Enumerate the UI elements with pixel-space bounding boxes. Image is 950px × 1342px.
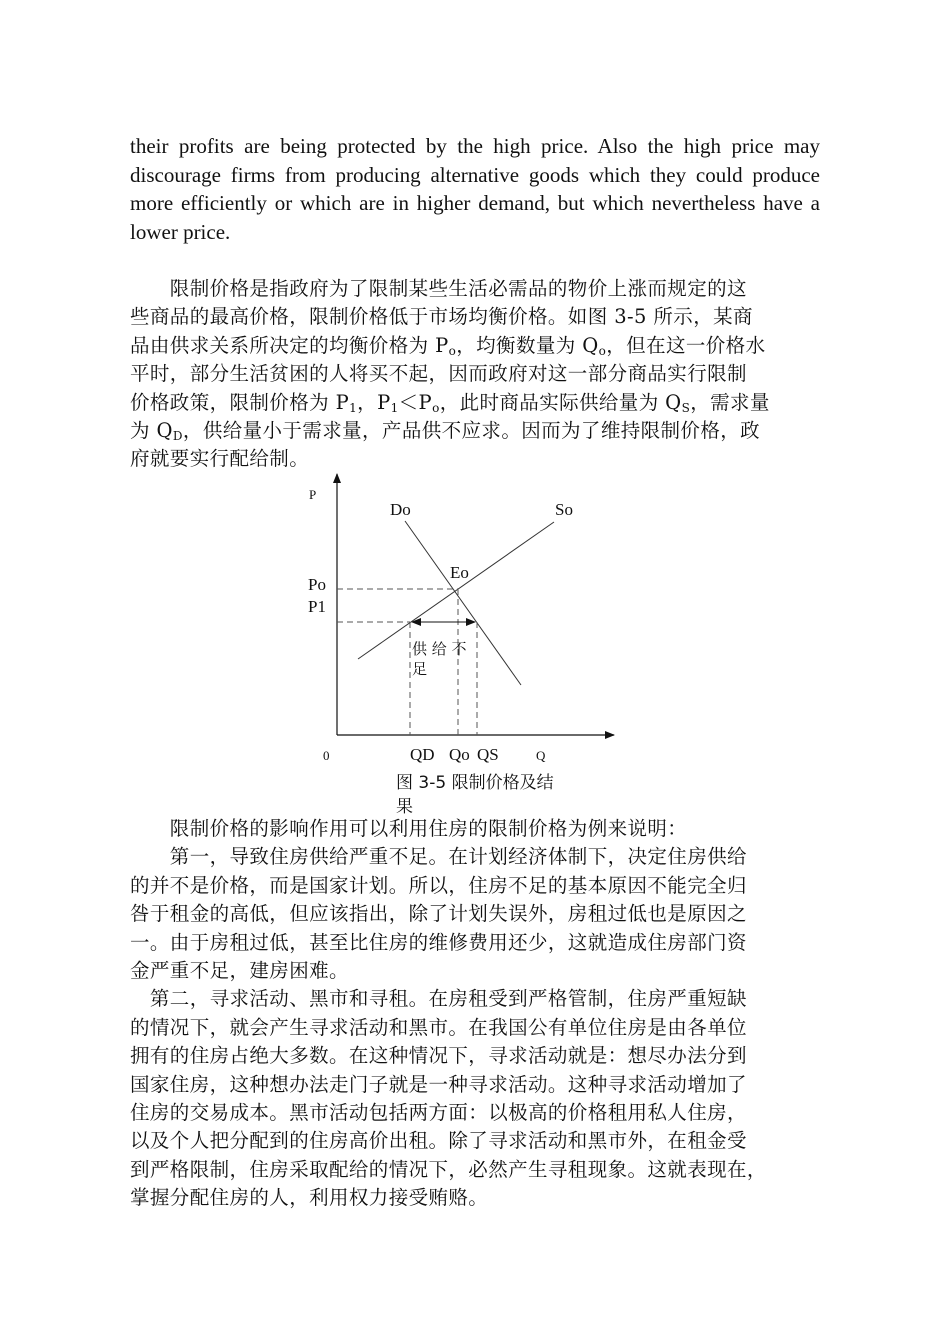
english-line: more efficiently or which are in higher demand, but which nevertheless have a	[130, 191, 820, 215]
supply-label: So	[555, 500, 573, 519]
price-ceiling-diagram	[300, 468, 630, 768]
caption-line: 果	[396, 797, 413, 817]
supply-curve	[358, 522, 554, 659]
body-line: 拥有的住房占绝大多数。在这种情况下，寻求活动就是：想尽办法分到	[130, 1044, 747, 1068]
body-line: 的情况下，就会产生寻求活动和黑市。在我国公有单位住房是由各单位	[130, 1015, 747, 1039]
english-line: lower price.	[130, 219, 231, 244]
shortage-label: 供 给 不	[412, 640, 467, 658]
english-line: their profits are being protected by the high price. Also the high price may	[130, 134, 820, 158]
body-line: 的并不是价格，而是国家计划。所以，住房不足的基本原因不能完全归	[130, 873, 747, 897]
body-line: 第一，导致住房供给严重不足。在计划经济体制下，决定住房供给	[130, 845, 747, 869]
qd-label: QD	[410, 745, 435, 764]
body-line: 咎于租金的高低，但应该指出，除了计划失误外，房租过低也是原因之	[130, 902, 747, 926]
intro-line: 限制价格是指政府为了限制某些生活必需品的物价上涨而规定的这	[130, 277, 747, 300]
p1-label: P1	[308, 597, 326, 616]
body-line: 到严格限制，住房采取配给的情况下，必然产生寻租现象。这就表现在，	[130, 1157, 767, 1181]
po-label: Po	[308, 575, 326, 594]
origin-label: 0	[323, 748, 330, 763]
intro-line: 平时，部分生活贫困的人将买不起，因而政府对这一部分商品实行限制	[130, 362, 747, 386]
caption-line: 图 3-5 限制价格及结	[396, 773, 554, 793]
shortage-label: 足	[412, 660, 428, 678]
body-line: 国家住房，这种想办法走门子就是一种寻求活动。这种寻求活动增加了	[130, 1072, 747, 1096]
english-paragraph	[130, 132, 820, 246]
intro-line: 价格政策，限制价格为 $P_1$，$P_1<P_o$，此时商品实际供给量为 $Q_S$，需求量	[130, 390, 770, 415]
intro-line: 为 $Q_D$，供给量小于需求量，产品供不应求。因而为了维持限制价格，政	[130, 419, 761, 444]
y-axis-label: P	[309, 487, 317, 502]
qo-label: Qo	[449, 745, 470, 764]
body-line: 限制价格的影响作用可以利用住房的限制价格为例来说明：	[130, 817, 688, 840]
body-line: 掌握分配住房的人，利用权力接受贿赂。	[130, 1186, 489, 1210]
english-line: discourage firms from producing alternative goods which they could produce	[130, 162, 820, 187]
equilibrium-label: Eo	[450, 563, 469, 582]
body-line: 一。由于房租过低，甚至比住房的维修费用还少，这就造成住房部门资	[130, 930, 747, 954]
body-line: 以及个人把分配到的住房高价出租。除了寻求活动和黑市外，在租金受	[130, 1129, 747, 1153]
intro-line: 府就要实行配给制。	[130, 447, 310, 471]
intro-line: 些商品的最高价格，限制价格低于市场均衡价格。如图 3-5 所示，某商	[130, 305, 753, 329]
body-line: 住房的交易成本。黑市活动包括两方面：以极高的价格租用私人住房，	[130, 1101, 747, 1125]
body-line: 第二，寻求活动、黑市和寻租。在房租受到严格管制，住房严重短缺	[130, 987, 747, 1011]
intro-line: 品由供求关系所决定的均衡价格为 $P_o$，均衡数量为 $Q_o$，但在这一价格水	[130, 333, 766, 358]
body-line: 金严重不足，建房困难。	[130, 959, 349, 983]
x-axis-label: Q	[536, 748, 546, 763]
figure-caption	[396, 771, 586, 819]
intro-paragraph	[130, 275, 822, 474]
qs-label: QS	[477, 745, 499, 764]
demand-label: Do	[390, 500, 411, 519]
body-text	[130, 815, 822, 1213]
